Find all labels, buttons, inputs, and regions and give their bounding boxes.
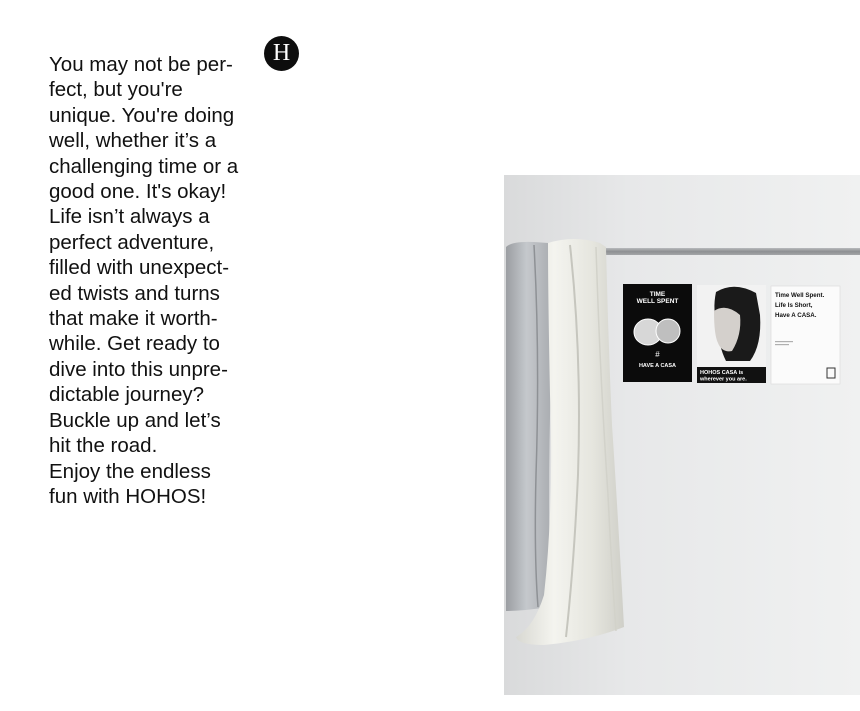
- poster-1-hashtag: #: [655, 350, 660, 359]
- poster-3-fineprint: [775, 341, 793, 342]
- copy-line: that make it worth-: [49, 307, 218, 331]
- poster-time-well-spent: [623, 284, 692, 382]
- poster-1-heading: TIME: [649, 291, 666, 298]
- poster-3-fineprint: [775, 344, 789, 345]
- copy-line: dictable journey?: [49, 383, 204, 407]
- grey-towel: [506, 242, 552, 611]
- poster-2-caption: HOHOS CASA is: [700, 370, 744, 376]
- copy-line: while. Get ready to: [49, 332, 220, 356]
- poster-1-heading: WELL SPENT: [636, 298, 679, 305]
- copy-line: filled with unexpect-: [49, 256, 230, 280]
- copy-line: fun with HOHOS!: [49, 484, 207, 508]
- copy-line: hit the road.: [49, 434, 158, 458]
- brand-logo-icon: [264, 36, 299, 71]
- product-photo: [504, 175, 860, 695]
- copy-line: challenging time or a: [49, 154, 239, 178]
- poster-1-footer: HAVE A CASA: [638, 363, 677, 369]
- body-copy: [49, 52, 254, 509]
- copy-line: unique. You're doing: [49, 103, 235, 127]
- copy-line: You may not be per-: [49, 53, 233, 76]
- poster-life-is-short: [771, 286, 840, 384]
- poster-2-caption: wherever you are.: [700, 376, 747, 383]
- towel-rail: [594, 248, 860, 255]
- poster-portrait: [697, 285, 766, 383]
- copy-line: Life isn’t always a: [49, 205, 210, 229]
- copy-line: dive into this unpre-: [49, 357, 228, 381]
- copy-line: Buckle up and let’s: [49, 408, 221, 432]
- poster-3-heading: Time Well Spent.: [775, 292, 825, 299]
- copy-line: well, whether it’s a: [49, 129, 217, 153]
- copy-line: fect, but you're: [49, 78, 183, 102]
- copy-line: Enjoy the endless: [49, 459, 211, 483]
- poster-3-heading: Life Is Short,: [775, 302, 813, 309]
- copy-line: good one. It's okay!: [49, 180, 227, 204]
- poster-3-heading: Have A CASA.: [775, 312, 817, 319]
- copy-line: ed twists and turns: [49, 281, 220, 305]
- logo-letter: H: [272, 40, 291, 66]
- copy-line: perfect adventure,: [49, 230, 215, 254]
- poster-1-graphic: [656, 319, 680, 343]
